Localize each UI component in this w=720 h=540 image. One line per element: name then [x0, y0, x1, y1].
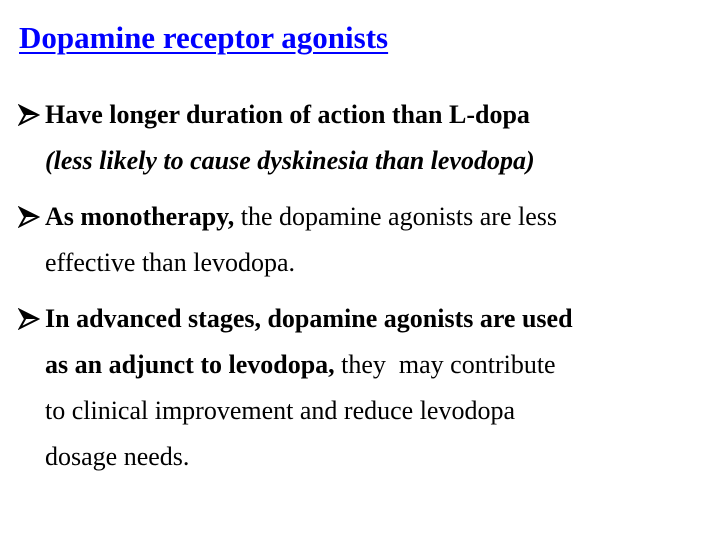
italic-bold-text: (less likely to cause dyskinesia than levodopa) — [45, 146, 535, 175]
arrow-bullet-icon — [18, 296, 42, 342]
bullet-item — [18, 194, 708, 286]
arrow-bullet-icon — [18, 194, 42, 240]
normal-text: to clinical improvement and reduce levodopa — [45, 396, 515, 425]
bullet-line — [45, 240, 708, 286]
bullet-line — [45, 388, 708, 434]
bold-text: as an adjunct to levodopa, — [45, 350, 335, 379]
bold-text: Have longer duration of action than L-dopa — [45, 100, 530, 129]
bold-text: In advanced stages, dopamine agonists are used — [45, 304, 573, 333]
bullet-line — [45, 296, 708, 342]
bullet-line — [45, 194, 708, 240]
bullet-line — [45, 342, 708, 388]
bullet-line — [45, 138, 708, 184]
arrow-bullet-icon — [18, 92, 42, 138]
bullet-item — [18, 92, 708, 184]
bullet-list — [18, 92, 708, 490]
bullet-line — [45, 92, 708, 138]
bullet-line — [45, 434, 708, 480]
bullet-item — [18, 296, 708, 480]
bold-text: As monotherapy, — [45, 202, 235, 231]
normal-text: effective than levodopa. — [45, 248, 296, 277]
normal-text: dosage needs. — [45, 442, 190, 471]
normal-text: the dopamine agonists are less — [234, 202, 558, 231]
normal-text: they may contribute — [334, 350, 556, 379]
slide-title: Dopamine receptor agonists — [19, 20, 389, 55]
